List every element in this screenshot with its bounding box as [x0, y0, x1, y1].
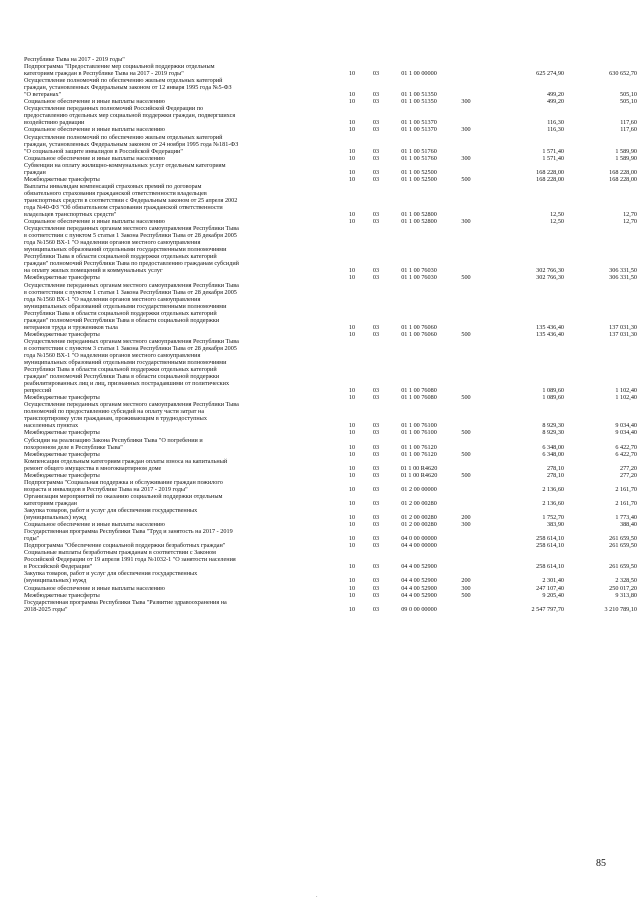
- subsection-code: 03: [372, 330, 380, 338]
- table-row: [24, 133, 637, 155]
- subsection-code: 03: [372, 70, 380, 78]
- amount-year-1: 6 348,00: [542, 443, 564, 451]
- amount-year-2: 306 331,50: [609, 267, 637, 275]
- table-row: [24, 281, 637, 331]
- expense-type-code: 500: [461, 591, 471, 599]
- target-article-code: 04 4 00 52900: [401, 577, 437, 585]
- amount-year-1: 302 766,30: [536, 274, 564, 282]
- target-article-code: 04 4 00 00000: [401, 542, 437, 550]
- table-row: [24, 105, 637, 127]
- row-description: Осуществление полномочий по обеспечению жильем отдельных категорий граждан, установленных Федеральным законом от 24 ноября 1995 года №181-ФЗ "О социальной защите инвалидов в Российской Федерации": [24, 133, 239, 155]
- subsection-code: 03: [372, 218, 380, 226]
- table-row: [24, 429, 637, 437]
- amount-year-1: 6 348,00: [542, 450, 564, 458]
- amount-year-2: 306 331,50: [609, 274, 637, 282]
- section-code: 10: [348, 591, 356, 599]
- amount-year-1: 2 136,60: [542, 485, 564, 493]
- row-description: Межбюджетные трансферты: [24, 450, 100, 458]
- target-article-code: 01 1 00 76080: [401, 394, 437, 402]
- subsection-code: 03: [372, 521, 380, 529]
- subsection-code: 03: [372, 147, 380, 155]
- table-row: [24, 549, 637, 571]
- amount-year-2: 6 422,70: [615, 450, 637, 458]
- section-code: 10: [348, 499, 356, 507]
- table-row: [24, 521, 637, 529]
- subsection-code: 03: [372, 429, 380, 437]
- row-description: Государственная программа Республики Тыва "Труд и занятость на 2017 - 2019 годы": [24, 528, 233, 543]
- amount-year-2: 1 773,40: [615, 514, 637, 522]
- row-description: Субсидии на реализацию Закона Республики Тыва "О погребении и похоронном деле в Республике Тыва": [24, 436, 203, 451]
- amount-year-2: 117,60: [620, 126, 637, 134]
- table-row: [24, 591, 637, 599]
- row-description: Субвенции на оплату жилищно-коммунальных услуг отдельным категориям граждан: [24, 161, 226, 176]
- table-row: [24, 98, 637, 106]
- amount-year-2: 630 652,70: [609, 70, 637, 78]
- section-code: 10: [348, 330, 356, 338]
- amount-year-1: 8 929,30: [542, 429, 564, 437]
- subsection-code: 03: [372, 154, 380, 162]
- amount-year-2: 9 034,40: [615, 422, 637, 430]
- subsection-code: 03: [372, 394, 380, 402]
- table-row: [24, 394, 637, 402]
- table-row: [24, 330, 637, 338]
- amount-year-1: 247 107,40: [536, 584, 564, 592]
- amount-year-1: 12,50: [550, 211, 564, 219]
- row-description: Закупка товаров, работ и услуг для обеспечения государственных (муниципальных) нужд: [24, 507, 198, 522]
- expense-type-code: 300: [461, 126, 471, 134]
- section-code: 10: [348, 443, 356, 451]
- target-article-code: 01 2 00 00280: [401, 514, 437, 522]
- target-article-code: 04 4 00 52900: [401, 591, 437, 599]
- section-code: 10: [348, 175, 356, 183]
- section-code: 10: [348, 563, 356, 571]
- subsection-code: 03: [372, 387, 380, 395]
- amount-year-1: 168 228,00: [536, 175, 564, 183]
- section-code: 10: [348, 577, 356, 585]
- target-article-code: 01 2 00 00280: [401, 499, 437, 507]
- expense-type-code: 500: [461, 450, 471, 458]
- target-article-code: 01 1 00 00000: [401, 70, 437, 78]
- target-article-code: 01 1 00 R4620: [400, 464, 438, 472]
- row-description: Осуществление переданных органам местного самоуправления Республики Тыва полномочий по предоставлению субсидий на оплату части затрат на транспортировку угля гражданам, проживающим в труднодоступных населенных пунктах: [24, 401, 239, 430]
- table-row: [24, 471, 637, 479]
- row-description: Выплаты инвалидам компенсаций страховых премий по договорам обязательного страхования гражданской ответственности владельцев транспортных средств в соответствии с Федеральным законом от 25 апреля 2002 года №40-ФЗ "Об обязательном страховании гражданской ответственности владельцев транспортных средств": [24, 182, 238, 219]
- target-article-code: 01 1 00 76080: [401, 387, 437, 395]
- section-code: 10: [348, 394, 356, 402]
- section-code: 10: [348, 514, 356, 522]
- section-code: 10: [348, 154, 356, 162]
- expense-type-code: 500: [461, 274, 471, 282]
- expense-type-code: 500: [461, 175, 471, 183]
- section-code: 10: [348, 274, 356, 282]
- target-article-code: 01 1 00 51760: [401, 154, 437, 162]
- section-code: 10: [348, 429, 356, 437]
- amount-year-1: 168 228,00: [536, 168, 564, 176]
- amount-year-1: 8 929,30: [542, 422, 564, 430]
- table-row: [24, 175, 637, 183]
- row-description: Осуществление переданных органам местного самоуправления Республики Тыва в соответствии с пунктом 5 статьи 1 Закона Республики Тыва от 28 декабря 2005 года №1560 ВХ-1 "О наделении органов местного самоуправления муниципальных образований отдельными государственными полномочиями Республики Тыва в области социальной поддержки отдельных категорий граждан" полномочий Республики Тыва по предоставлению гражданам субсидий на оплату жилых помещений и коммунальных услуг: [24, 225, 239, 275]
- amount-year-1: 9 205,40: [542, 591, 564, 599]
- amount-year-2: 388,40: [619, 521, 637, 529]
- section-code: 10: [348, 267, 356, 275]
- expense-type-code: 500: [461, 394, 471, 402]
- row-description: Осуществление переданных органам местного самоуправления Республики Тыва в соответствии с пунктом 3 статьи 1 Закона Республики Тыва от 28 декабря 2005 года №1560 ВХ-1 "О наделении органов местного самоуправления муниципальных образований отдельными государственными полномочиями Республики Тыва в области социальной поддержки отдельных категорий граждан" полномочий Республики Тыва в области социальной поддержки реабилитированных лиц и лиц, признанных пострадавшими от политических репрессий: [24, 337, 239, 395]
- table-row: [24, 182, 637, 219]
- amount-year-1: 278,10: [546, 464, 564, 472]
- table-row: [24, 492, 637, 507]
- amount-year-1: 135 436,40: [536, 323, 564, 331]
- subsection-code: 03: [372, 577, 380, 585]
- amount-year-2: 2 328,50: [615, 577, 637, 585]
- table-row: [24, 478, 637, 493]
- section-code: 10: [348, 464, 356, 472]
- subsection-code: 03: [372, 605, 380, 613]
- subsection-code: 03: [372, 267, 380, 275]
- target-article-code: 01 1 00 51370: [401, 126, 437, 134]
- section-code: 10: [348, 218, 356, 226]
- table-row: [24, 598, 637, 613]
- amount-year-1: 499,20: [546, 91, 564, 99]
- target-article-code: 01 1 00 52500: [401, 168, 437, 176]
- subsection-code: 03: [372, 450, 380, 458]
- amount-year-2: 1 589,90: [615, 147, 637, 155]
- row-description: Республике Тыва на 2017 - 2019 годы": [24, 56, 125, 63]
- expense-type-code: 300: [461, 154, 471, 162]
- subsection-code: 03: [372, 514, 380, 522]
- amount-year-1: 1 571,40: [542, 154, 564, 162]
- subsection-code: 03: [372, 499, 380, 507]
- row-description: Социальное обеспечение и иные выплаты населению: [24, 126, 165, 134]
- amount-year-2: 250 017,20: [609, 584, 637, 592]
- target-article-code: 01 1 00 51350: [401, 98, 437, 106]
- amount-year-1: 1 089,60: [542, 394, 564, 402]
- target-article-code: 01 2 00 00280: [401, 521, 437, 529]
- table-row: [24, 570, 637, 585]
- target-article-code: 09 0 00 00000: [401, 605, 437, 613]
- subsection-code: 03: [372, 211, 380, 219]
- row-description: Закупка товаров, работ и услуг для обеспечения государственных (муниципальных) нужд: [24, 570, 198, 585]
- amount-year-1: 625 274,90: [536, 70, 564, 78]
- expense-type-code: 300: [461, 218, 471, 226]
- table-row: [24, 450, 637, 458]
- subsection-code: 03: [372, 591, 380, 599]
- target-article-code: 01 1 00 76120: [401, 443, 437, 451]
- table-row: [24, 436, 637, 451]
- section-code: 10: [348, 485, 356, 493]
- row-description: Социальное обеспечение и иные выплаты населению: [24, 584, 165, 592]
- amount-year-2: 505,10: [619, 91, 637, 99]
- row-description: Осуществление полномочий по обеспечению жильем отдельных категорий граждан, установленных Федеральным законом от 12 января 1995 года №5-ФЗ "О ветеранах": [24, 77, 232, 99]
- row-description: Межбюджетные трансферты: [24, 330, 100, 338]
- amount-year-2: 9 313,80: [615, 591, 637, 599]
- subsection-code: 03: [372, 98, 380, 106]
- subsection-code: 03: [372, 126, 380, 134]
- amount-year-1: 258 614,10: [536, 535, 564, 543]
- scan-mark: .: [316, 893, 318, 899]
- table-row: [24, 584, 637, 592]
- subsection-code: 03: [372, 464, 380, 472]
- amount-year-2: 505,10: [619, 98, 637, 106]
- amount-year-2: 117,60: [620, 119, 637, 127]
- amount-year-2: 137 031,30: [609, 323, 637, 331]
- amount-year-1: 116,30: [547, 119, 564, 127]
- section-code: 10: [348, 471, 356, 479]
- section-code: 10: [348, 211, 356, 219]
- row-description: Социальное обеспечение и иные выплаты населению: [24, 98, 165, 106]
- target-article-code: 01 1 00 R4620: [400, 471, 438, 479]
- expense-type-code: 300: [461, 98, 471, 106]
- amount-year-2: 168 228,00: [609, 168, 637, 176]
- subsection-code: 03: [372, 535, 380, 543]
- amount-year-2: 277,20: [619, 464, 637, 472]
- row-description: Государственная программа Республики Тыва "Развитие здравоохранения на 2018-2025 годы": [24, 598, 227, 613]
- amount-year-2: 12,70: [623, 211, 637, 219]
- table-row: [24, 126, 637, 134]
- target-article-code: 01 1 00 52500: [401, 175, 437, 183]
- amount-year-2: 261 659,50: [609, 542, 637, 550]
- section-code: 10: [348, 70, 356, 78]
- amount-year-1: 1 089,60: [542, 387, 564, 395]
- amount-year-2: 137 031,30: [609, 330, 637, 338]
- target-article-code: 01 1 00 76100: [401, 429, 437, 437]
- target-article-code: 01 1 00 52800: [401, 211, 437, 219]
- row-description: Организация мероприятий по оказанию социальной поддержки отдельным категориям граждан: [24, 492, 223, 507]
- budget-table: [24, 56, 637, 613]
- row-description: Подпрограмма "Обеспечение социальной поддержки безработных граждан": [24, 542, 226, 550]
- table-row: [24, 542, 637, 550]
- row-description: Социальное обеспечение и иные выплаты населению: [24, 154, 165, 162]
- target-article-code: 01 2 00 00000: [401, 485, 437, 493]
- amount-year-2: 3 210 789,10: [604, 605, 637, 613]
- subsection-code: 03: [372, 584, 380, 592]
- subsection-code: 03: [372, 422, 380, 430]
- table-row: [24, 225, 637, 275]
- target-article-code: 01 1 00 76030: [401, 274, 437, 282]
- target-article-code: 01 1 00 76030: [401, 267, 437, 275]
- subsection-code: 03: [372, 443, 380, 451]
- section-code: 10: [348, 147, 356, 155]
- table-row: [24, 274, 637, 282]
- amount-year-2: 1 589,90: [615, 154, 637, 162]
- amount-year-1: 278,10: [546, 471, 564, 479]
- amount-year-2: 2 161,70: [615, 485, 637, 493]
- row-description: Межбюджетные трансферты: [24, 175, 100, 183]
- amount-year-2: 277,20: [619, 471, 637, 479]
- row-description: Осуществление переданных органам местного самоуправления Республики Тыва в соответствии с пунктом 1 статьи 1 Закона Республики Тыва от 28 декабря 2005 года №1560 ВХ-1 "О наделении органов местного самоуправления муниципальных образований отдельными государственными полномочиями Республики Тыва в области социальной поддержки отдельных категорий граждан" полномочий Республики Тыва в области социальной поддержки ветеранов труда и тружеников тыла: [24, 281, 239, 331]
- amount-year-1: 2 136,60: [542, 499, 564, 507]
- section-code: 10: [348, 450, 356, 458]
- amount-year-2: 9 034,40: [615, 429, 637, 437]
- target-article-code: 04 4 00 52900: [401, 584, 437, 592]
- table-row: [24, 63, 637, 78]
- expense-type-code: 300: [461, 584, 471, 592]
- amount-year-1: 383,90: [546, 521, 564, 529]
- row-description: Социальное обеспечение и иные выплаты населению: [24, 218, 165, 226]
- subsection-code: 03: [372, 471, 380, 479]
- amount-year-2: 6 422,70: [615, 443, 637, 451]
- row-description: Социальное обеспечение и иные выплаты населению: [24, 521, 165, 529]
- section-code: 10: [348, 535, 356, 543]
- section-code: 10: [348, 605, 356, 613]
- target-article-code: 04 0 00 00000: [401, 535, 437, 543]
- row-description: Социальные выплаты безработным гражданам в соответствии с Законом Российской Федерации от 19 апреля 1991 года №1032-1 "О занятости населения в Российской Федерации": [24, 549, 236, 571]
- target-article-code: 01 1 00 76100: [401, 422, 437, 430]
- expense-type-code: 500: [461, 471, 471, 479]
- amount-year-1: 135 436,40: [536, 330, 564, 338]
- target-article-code: 01 1 00 76060: [401, 330, 437, 338]
- amount-year-1: 302 766,30: [536, 267, 564, 275]
- amount-year-2: 1 102,40: [615, 387, 637, 395]
- table-row: [24, 161, 637, 176]
- section-code: 10: [348, 542, 356, 550]
- target-article-code: 01 1 00 52800: [401, 218, 437, 226]
- section-code: 10: [348, 584, 356, 592]
- amount-year-1: 12,50: [550, 218, 564, 226]
- table-row: [24, 337, 637, 395]
- target-article-code: 01 1 00 51760: [401, 147, 437, 155]
- amount-year-1: 1 752,70: [542, 514, 564, 522]
- table-row: [24, 457, 637, 472]
- subsection-code: 03: [372, 485, 380, 493]
- expense-type-code: 500: [461, 330, 471, 338]
- row-description: Межбюджетные трансферты: [24, 471, 100, 479]
- row-description: Межбюджетные трансферты: [24, 591, 100, 599]
- section-code: 10: [348, 98, 356, 106]
- subsection-code: 03: [372, 274, 380, 282]
- subsection-code: 03: [372, 175, 380, 183]
- target-article-code: 01 1 00 51370: [401, 119, 437, 127]
- subsection-code: 03: [372, 563, 380, 571]
- subsection-code: 03: [372, 542, 380, 550]
- table-row: [24, 154, 637, 162]
- row-description: Подпрограмма "Предоставление мер социальной поддержки отдельным категориям граждан в Республике Тыва на 2017 - 2019 годы": [24, 63, 215, 78]
- section-code: 10: [348, 126, 356, 134]
- table-row: [24, 77, 637, 99]
- amount-year-1: 499,20: [546, 98, 564, 106]
- table-row: [24, 56, 624, 63]
- row-description: Компенсация отдельным категориям граждан оплаты взноса на капитальный ремонт общего имущества в многоквартирном доме: [24, 457, 228, 472]
- row-description: Подпрограмма "Социальная поддержка и обслуживание граждан пожилого возраста и инвалидов в Республике Тыва на 2017 - 2019 годы": [24, 478, 223, 493]
- amount-year-2: 1 102,40: [615, 394, 637, 402]
- row-description: Осуществление переданных полномочий Российской Федерации по предоставлению отдельных мер социальной поддержки граждан, подвергшихся воздействию радиации: [24, 105, 236, 127]
- amount-year-1: 2 301,40: [542, 577, 564, 585]
- amount-year-2: 261 659,50: [609, 563, 637, 571]
- amount-year-2: 2 161,70: [615, 499, 637, 507]
- target-article-code: 04 4 00 52900: [401, 563, 437, 571]
- row-description: Межбюджетные трансферты: [24, 274, 100, 282]
- amount-year-1: 1 571,40: [542, 147, 564, 155]
- amount-year-1: 258 614,10: [536, 563, 564, 571]
- amount-year-1: 116,30: [547, 126, 564, 134]
- amount-year-2: 12,70: [623, 218, 637, 226]
- subsection-code: 03: [372, 119, 380, 127]
- section-code: 10: [348, 521, 356, 529]
- amount-year-1: 2 547 797,70: [531, 605, 564, 613]
- table-row: [24, 507, 637, 522]
- section-code: 10: [348, 422, 356, 430]
- row-description: Межбюджетные трансферты: [24, 429, 100, 437]
- amount-year-2: 261 659,50: [609, 535, 637, 543]
- table-row: [24, 401, 637, 430]
- section-code: 10: [348, 91, 356, 99]
- expense-type-code: 200: [461, 577, 471, 585]
- section-code: 10: [348, 119, 356, 127]
- section-code: 10: [348, 323, 356, 331]
- expense-type-code: 500: [461, 429, 471, 437]
- table-row: [24, 218, 637, 226]
- expense-type-code: 200: [461, 514, 471, 522]
- section-code: 10: [348, 168, 356, 176]
- subsection-code: 03: [372, 91, 380, 99]
- subsection-code: 03: [372, 323, 380, 331]
- table-row: [24, 528, 637, 543]
- row-description: Межбюджетные трансферты: [24, 394, 100, 402]
- target-article-code: 01 1 00 51350: [401, 91, 437, 99]
- subsection-code: 03: [372, 168, 380, 176]
- page-number: 85: [596, 858, 606, 869]
- amount-year-1: 258 614,10: [536, 542, 564, 550]
- target-article-code: 01 1 00 76060: [401, 323, 437, 331]
- section-code: 10: [348, 387, 356, 395]
- expense-type-code: 300: [461, 521, 471, 529]
- amount-year-2: 168 228,00: [609, 175, 637, 183]
- target-article-code: 01 1 00 76120: [401, 450, 437, 458]
